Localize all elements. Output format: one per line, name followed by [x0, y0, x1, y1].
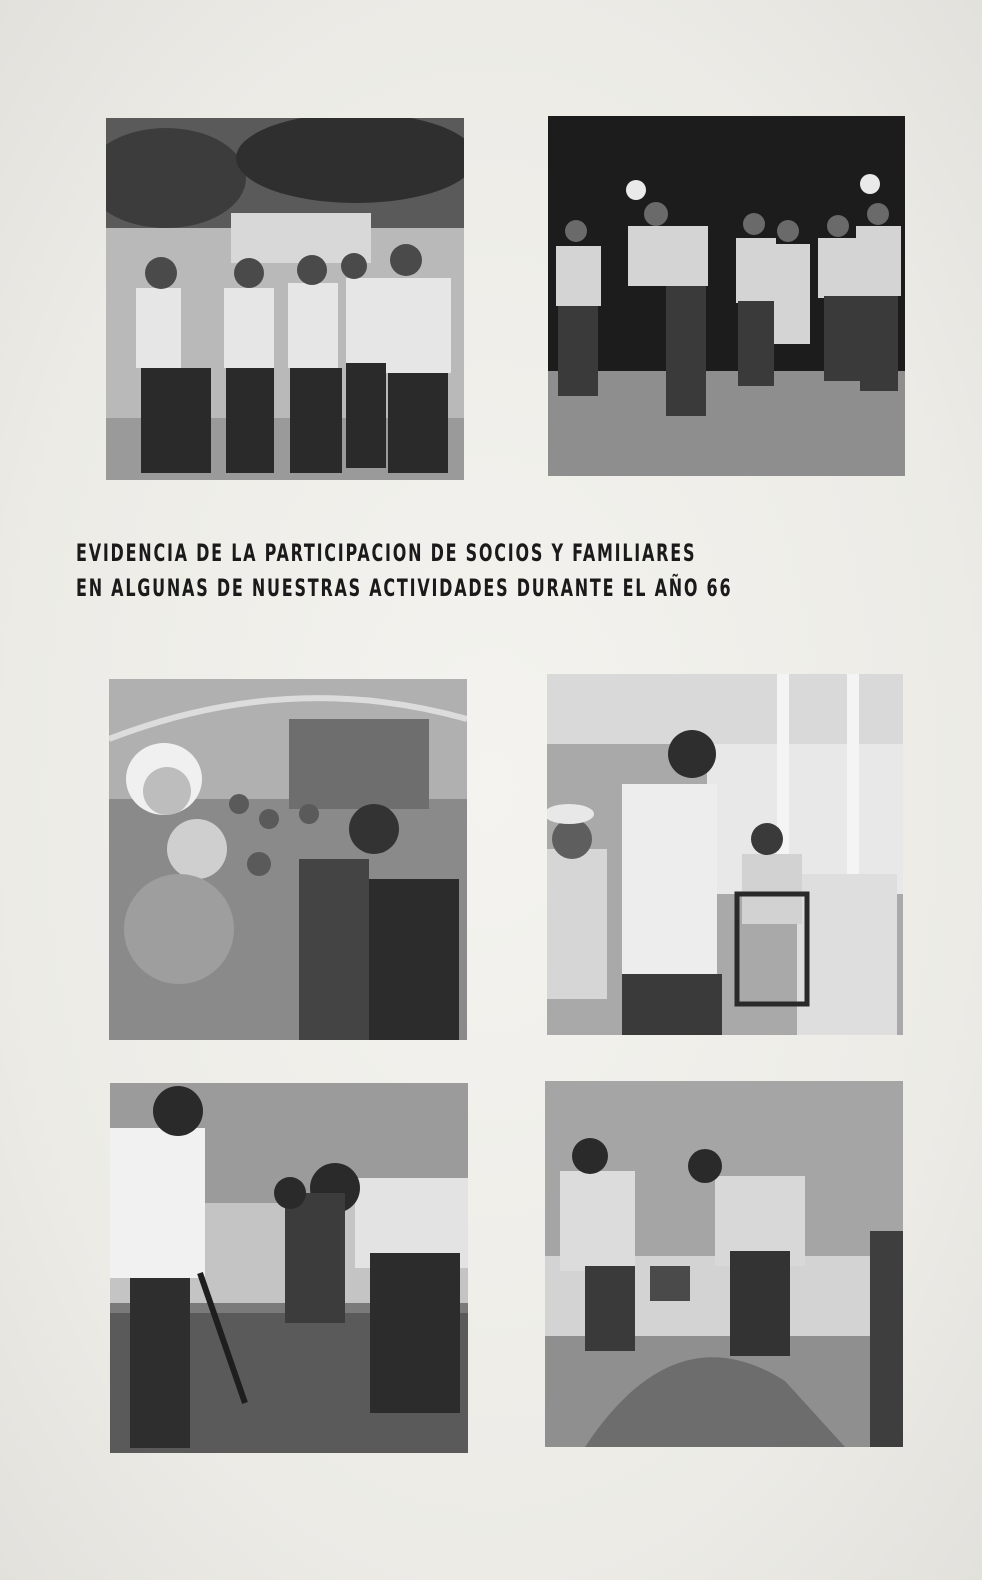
- photo-2-graphic: [548, 116, 905, 476]
- photo-3-graphic: [109, 679, 467, 1040]
- caption-line-1: EVIDENCIA DE LA PARTICIPACION DE SOCIOS Y FAMILIARES: [76, 539, 697, 567]
- photo-6-graphic: [545, 1081, 903, 1447]
- photo-caption: [76, 536, 733, 606]
- photo-5-graphic: [110, 1083, 468, 1453]
- photo-1-graphic: [106, 118, 464, 480]
- photo-bus-trip: [109, 679, 467, 1040]
- photo-men-mixing-cement: [545, 1081, 903, 1447]
- photo-clubhouse-tables: [547, 674, 903, 1035]
- caption-line-2: EN ALGUNAS DE NUESTRAS ACTIVIDADES DURANTE EL AÑO 66: [76, 574, 733, 602]
- photo-group-of-men: [106, 118, 464, 480]
- photo-men-digging: [110, 1083, 468, 1453]
- photo-4-graphic: [547, 674, 903, 1035]
- photo-softball-night-game: [548, 116, 905, 476]
